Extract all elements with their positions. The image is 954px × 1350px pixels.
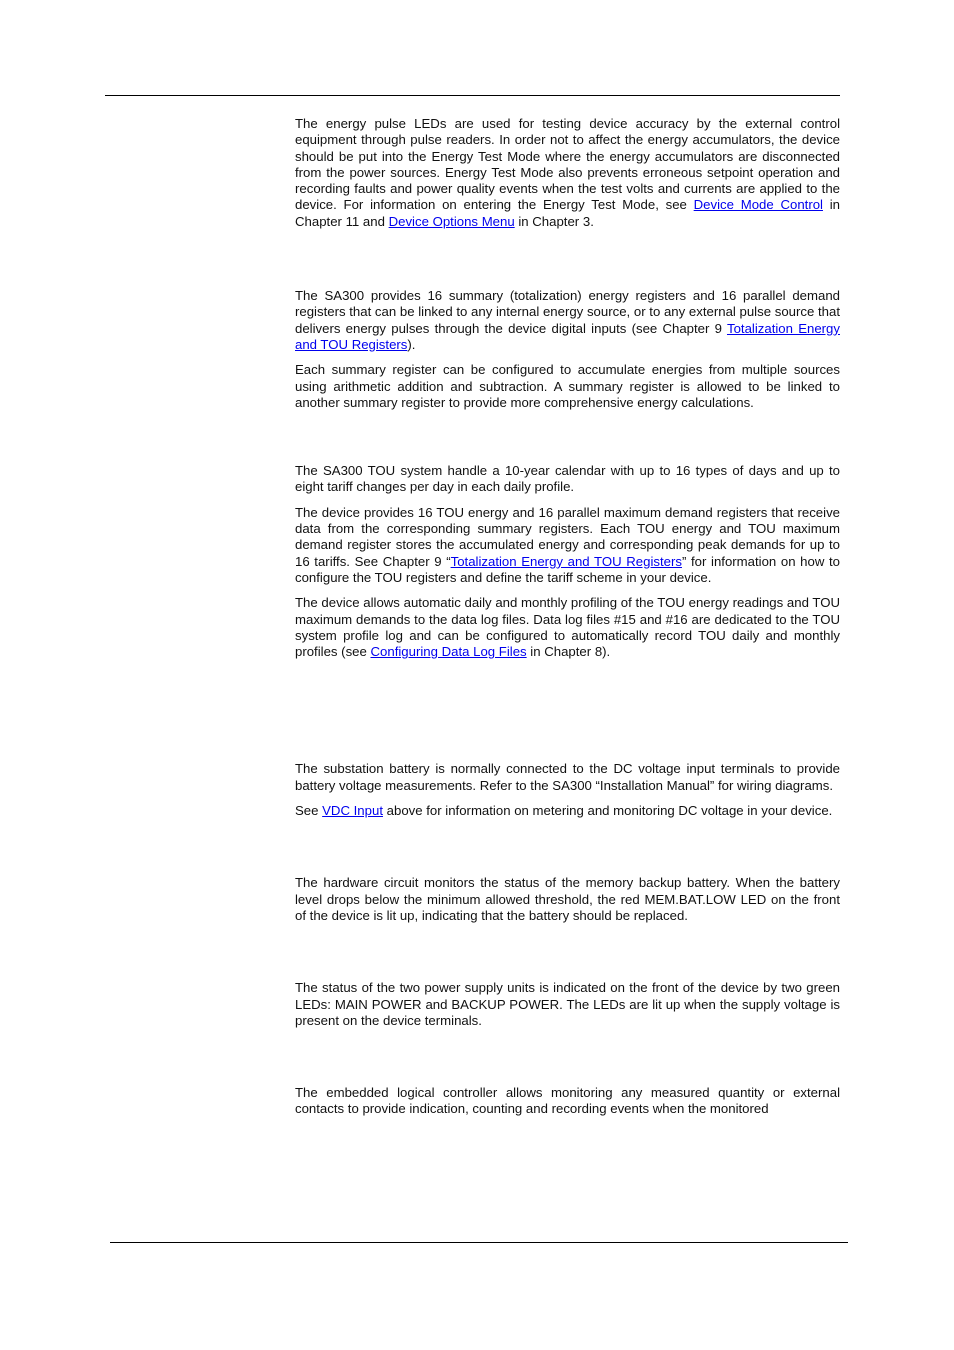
text: in Chapter 8).	[526, 644, 611, 660]
paragraph-tou-registers	[295, 505, 840, 586]
paragraph-power-supply-status: The status of the two power supply units is indicated on the front of the device by two green LEDs: MAIN POWER and BACKUP POWER. The LEDs are lit up when the supply voltage is present on the device terminals.	[295, 980, 840, 1028]
footer-rule	[110, 1242, 848, 1243]
link-vdc-input[interactable]: VDC Input	[322, 803, 383, 819]
text: See	[295, 803, 323, 819]
text: above for information on metering and monitoring DC voltage in your device.	[382, 803, 833, 819]
text: in Chapter 3.	[514, 213, 594, 229]
paragraph-tou-calendar: The SA300 TOU system handle a 10-year calendar with up to 16 types of days and up to eight tariff changes per day in each daily profile.	[295, 463, 840, 495]
link-device-options-menu[interactable]: Device Options Menu	[388, 213, 515, 229]
header-rule	[105, 95, 840, 96]
text: ).	[407, 336, 416, 352]
text: The device allows automatic daily and monthly profiling of the TOU energy readings and TOU maximum demands to the data log files. Data log files #15 and #16 are dedicated to the TOU system profile log and can be configured to automatically record TOU daily and monthly profiles (see	[295, 595, 840, 660]
link-device-mode-control[interactable]: Device Mode Control	[693, 197, 823, 213]
paragraph-substation-battery: The substation battery is normally connected to the DC voltage input terminals to provide battery voltage measurements. Refer to the SA300 “Installation Manual” for wiring diagrams.	[295, 761, 840, 793]
paragraph-memory-backup-battery: The hardware circuit monitors the status of the memory backup battery. When the battery level drops below the minimum allowed threshold, the red MEM.BAT.LOW LED on the front of the device is lit up, indicating that the battery should be replaced.	[295, 875, 840, 923]
paragraph-logical-controller: The embedded logical controller allows monitoring any measured quantity or external contacts to provide indication, counting and recording events when the monitored	[295, 1085, 840, 1117]
link-totalization-energy-tou-registers[interactable]: Totalization Energy and TOU Registers	[295, 320, 840, 352]
text: ” for information on how to configure the TOU registers and define the tariff scheme in your device.	[295, 553, 841, 585]
text: The SA300 provides 16 summary (totalization) energy registers and 16 parallel demand registers that can be linked to any internal energy source, or to any external pulse source that delivers energy pulses through the device digital inputs (see Chapter 9	[295, 288, 840, 336]
link-configuring-data-log-files[interactable]: Configuring Data Log Files	[370, 644, 527, 660]
paragraph-summary-register-config: Each summary register can be configured to accumulate energies from multiple sources using arithmetic addition and subtraction. A summary register is allowed to be linked to another summary register to provide more comprehensive energy calculations.	[295, 362, 840, 410]
page-body	[295, 116, 840, 1118]
text: The energy pulse LEDs are used for testing device accuracy by the external control equipment through pulse readers. In order not to affect the energy accumulators, the device should be put into the Energy Test Mode where the energy accumulators are disconnected from the power sources. Energy Test Mode also prevents erroneous setpoint operation and recording faults and power quality events when the test volts and currents are applied to the device. For information on entering the Energy Test Mode, see	[295, 116, 840, 213]
text: The device provides 16 TOU energy and 16 parallel maximum demand registers that receive data from the corresponding summary registers. Each TOU energy and TOU maximum demand register stores the accumulated energy and corresponding peak demands for up to 16 tariffs. See Chapter 9 “	[295, 504, 840, 569]
text: in Chapter 11 and	[295, 197, 841, 229]
paragraph-energy-pulse-leds	[295, 116, 840, 230]
link-totalization-energy-tou-registers[interactable]: Totalization Energy and TOU Registers	[450, 553, 682, 569]
paragraph-vdc-input	[295, 803, 840, 819]
paragraph-summary-registers	[295, 288, 840, 353]
paragraph-tou-profiling	[295, 595, 840, 660]
